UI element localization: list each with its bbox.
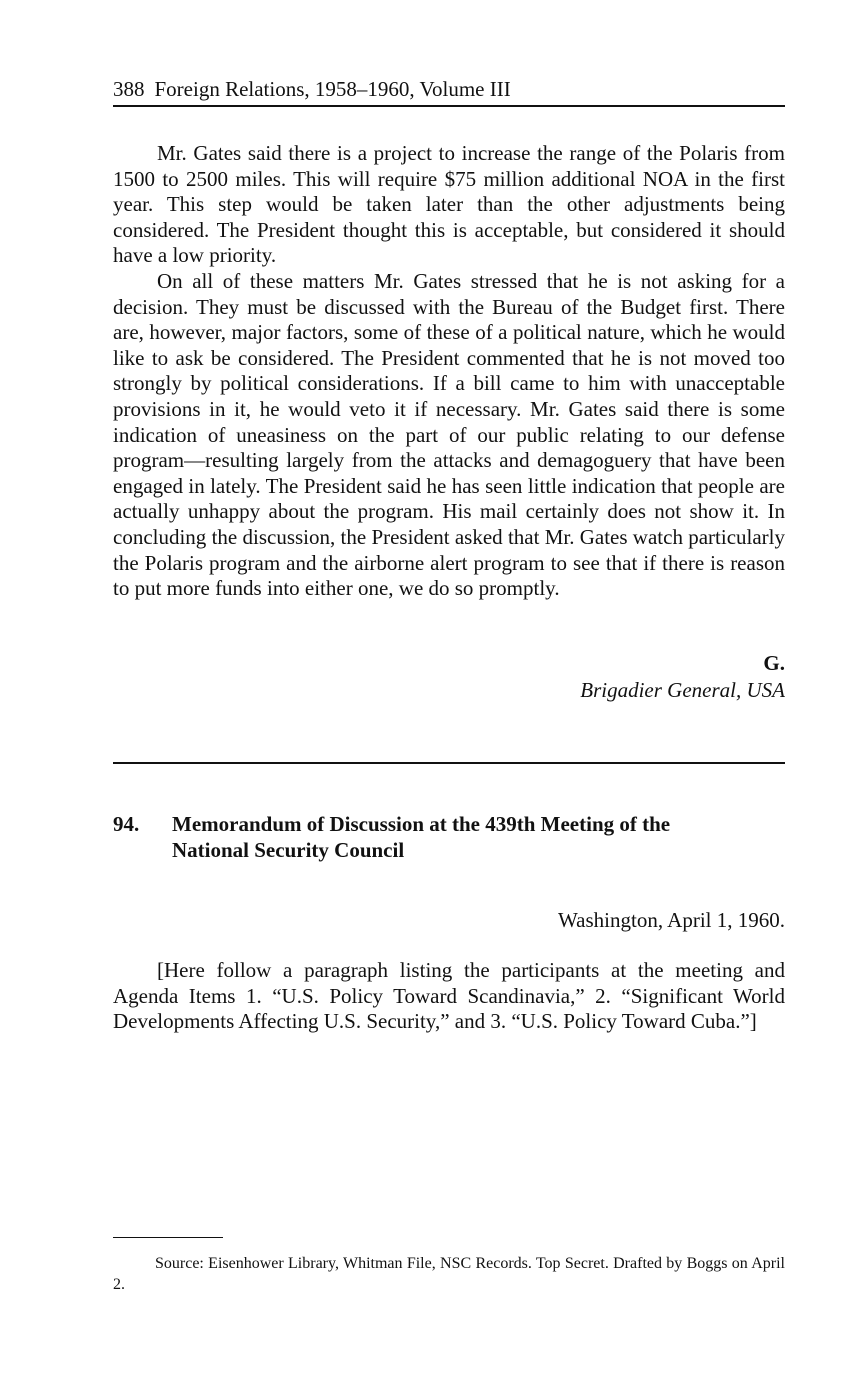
continued-memo-text — [113, 141, 785, 602]
signature-title: Brigadier General, USA — [580, 678, 785, 702]
paragraph-gates-decision: On all of these matters Mr. Gates stressed that he is not asking for a decision. They must be discussed with the Bureau of the Budget first. There are, however, major factors, some of these of a political nature, which he would like to ask be considered. The President commented that he is not moved too strongly by political considerations. If a bill came to him with unacceptable provisions in it, he would veto it if necessary. Mr. Gates said there is some indication of uneasiness on the part of our public relating to our defense program—resulting largely from the attacks and demagoguery that have been engaged in lately. The President said he has seen little indication that people are actually unhappy about the program. His mail certainly does not show it. In concluding the discussion, the President asked that Mr. Gates watch particularly the Polaris program and the airborne alert program to see that if there is reason to put more funds into either one, we do so promptly. — [113, 268, 785, 601]
section-divider — [113, 762, 785, 764]
dateline: Washington, April 1, 1960. — [558, 908, 785, 932]
signature-initial: G. — [763, 651, 785, 675]
source-footnote-text: Source: Eisenhower Library, Whitman File, NSC Records. Top Secret. Drafted by Boggs on April 2. — [113, 1255, 785, 1293]
document-number: 94. — [113, 812, 140, 836]
header-rule — [113, 105, 785, 107]
running-header — [113, 76, 785, 102]
source-footnote — [113, 1253, 785, 1295]
page-number: 388 — [113, 77, 145, 101]
editorial-note — [113, 958, 785, 1035]
footnote-rule — [113, 1237, 223, 1238]
paragraph-polaris-range: Mr. Gates said there is a project to increase the range of the Polaris from 1500 to 2500 miles. This will require $75 million additional NOA in the first year. This step would be taken later than the other adjustments being considered. The President thought this is acceptable, but considered it should have a low priority. — [113, 141, 785, 268]
editorial-note-text: [Here follow a paragraph listing the participants at the meeting and Agenda Items 1. “U.S. Policy Toward Scandinavia,” 2. “Significant World Developments Affecting U.S. Security,” and 3. “U.S. Policy Toward Cuba.”] — [113, 958, 785, 1034]
document-title: Memorandum of Discussion at the 439th Meeting of the National Security Council — [172, 812, 671, 862]
running-title: Foreign Relations, 1958–1960, Volume III — [154, 77, 511, 101]
